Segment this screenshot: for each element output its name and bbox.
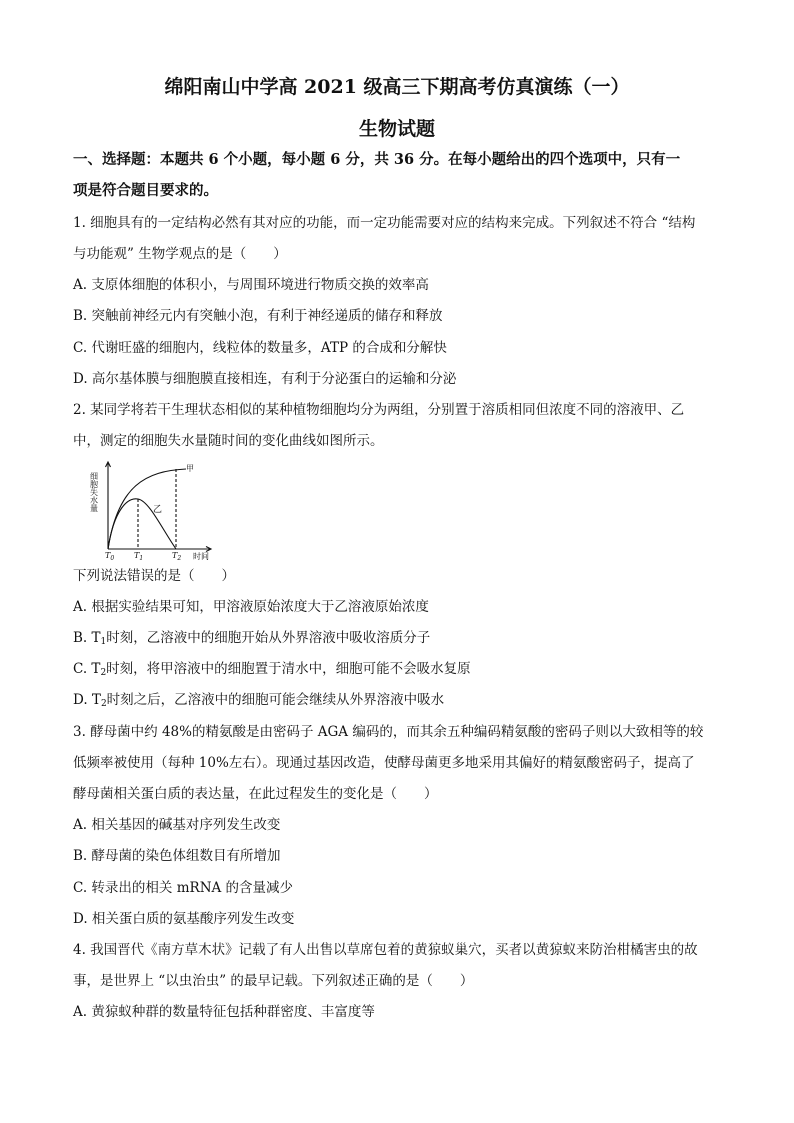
water-loss-graph (86, 457, 226, 562)
q2-prompt: 下列说法错误的是（ ） (73, 568, 235, 584)
q2-option-b: B. $T_1$时刻，乙溶液中的细胞开始从外界溶液中吸收溶质分子 (73, 630, 431, 647)
q2-stem-line2: 中，测定的细胞失水量随时间的变化曲线如图所示。 (73, 433, 384, 449)
q1-option-b: B. 突触前神经元内有突触小泡，有利于神经递质的储存和释放 (73, 308, 443, 324)
q3-stem-line2: 低频率被使用（每种 10%左右）。现通过基因改造，使酵母菌更多地采用其偏好的精氨酸密码子，提高了 (73, 755, 695, 771)
t1-label: $T_1$ (134, 551, 144, 562)
q4-stem-line2: 事，是世界上 “以虫治虫” 的最早记载。下列叙述正确的是（ ） (73, 973, 474, 989)
subject-title: 生物试题 (358, 118, 435, 140)
q3-option-b: B. 酵母菌的染色体组数目有所增加 (73, 848, 281, 864)
q1-option-c: C. 代谢旺盛的细胞内，线粒体的数量多，ATP 的合成和分解快 (73, 340, 447, 356)
curve-yi (108, 499, 176, 549)
q3-stem-line3: 酵母菌相关蛋白质的表达量，在此过程发生的变化是（ ） (73, 786, 438, 802)
curve-jia (108, 469, 186, 549)
curve-yi-label: 乙 (153, 505, 163, 515)
curve-jia-label: 甲 (186, 464, 194, 473)
q3-option-c: C. 转录出的相关 mRNA 的含量减少 (73, 880, 294, 896)
exam-title: 绵阳南山中学高 2021 级高三下期高考仿真演练（一） (164, 76, 630, 98)
q4-option-a: A. 黄猄蚁种群的数量特征包括种群密度、丰富度等 (73, 1004, 375, 1020)
q1-stem-line2: 与功能观” 生物学观点的是（ ） (73, 246, 287, 262)
q3-option-d: D. 相关蛋白质的氨基酸序列发生改变 (73, 911, 295, 927)
q2-stem-line1: 2. 某同学将若干生理状态相似的某种植物细胞均分为两组，分别置于溶质相同但浓度不同的溶液甲、乙 (73, 402, 685, 418)
section-heading-line1: 一、选择题：本题共 6 个小题，每小题 6 分，共 36 分。在每小题给出的四个选项中，只有一 (73, 151, 681, 168)
q1-option-a: A. 支原体细胞的体积小，与周围环境进行物质交换的效率高 (73, 277, 429, 293)
x-axis-label: 时间 (193, 552, 209, 561)
section-heading-line2: 项是符合题目要求的。 (73, 182, 218, 199)
q1-option-d: D. 高尔基体膜与细胞膜直接相连，有利于分泌蛋白的运输和分泌 (73, 371, 457, 387)
y-axis-label: 细胞失水量 (89, 472, 99, 512)
q2-option-a: A. 根据实验结果可知，甲溶液原始浓度大于乙溶液原始浓度 (73, 599, 429, 615)
q3-option-a: A. 相关基因的碱基对序列发生改变 (73, 817, 281, 833)
t2-label: $T_2$ (172, 551, 182, 562)
q4-stem-line1: 4. 我国晋代《南方草木状》记载了有人出售以草席包着的黄猄蚁巢穴，买者以黄猄蚁来防治柑橘害虫的故 (73, 942, 698, 958)
q2-option-c: C. $T_2$时刻，将甲溶液中的细胞置于清水中，细胞可能不会吸水复原 (73, 661, 471, 678)
q1-stem-line1: 1. 细胞具有的一定结构必然有其对应的功能，而一定功能需要对应的结构来完成。下列叙述不符合 “结构 (73, 215, 696, 231)
t0-label: $T_0$ (105, 551, 115, 562)
q3-stem-line1: 3. 酵母菌中约 48%的精氨酸是由密码子 AGA 编码的，而其余五种编码精氨酸的密码子则以大致相等的较 (73, 724, 704, 740)
q2-option-d: D. $T_2$时刻之后，乙溶液中的细胞可能会继续从外界溶液中吸水 (73, 692, 445, 709)
